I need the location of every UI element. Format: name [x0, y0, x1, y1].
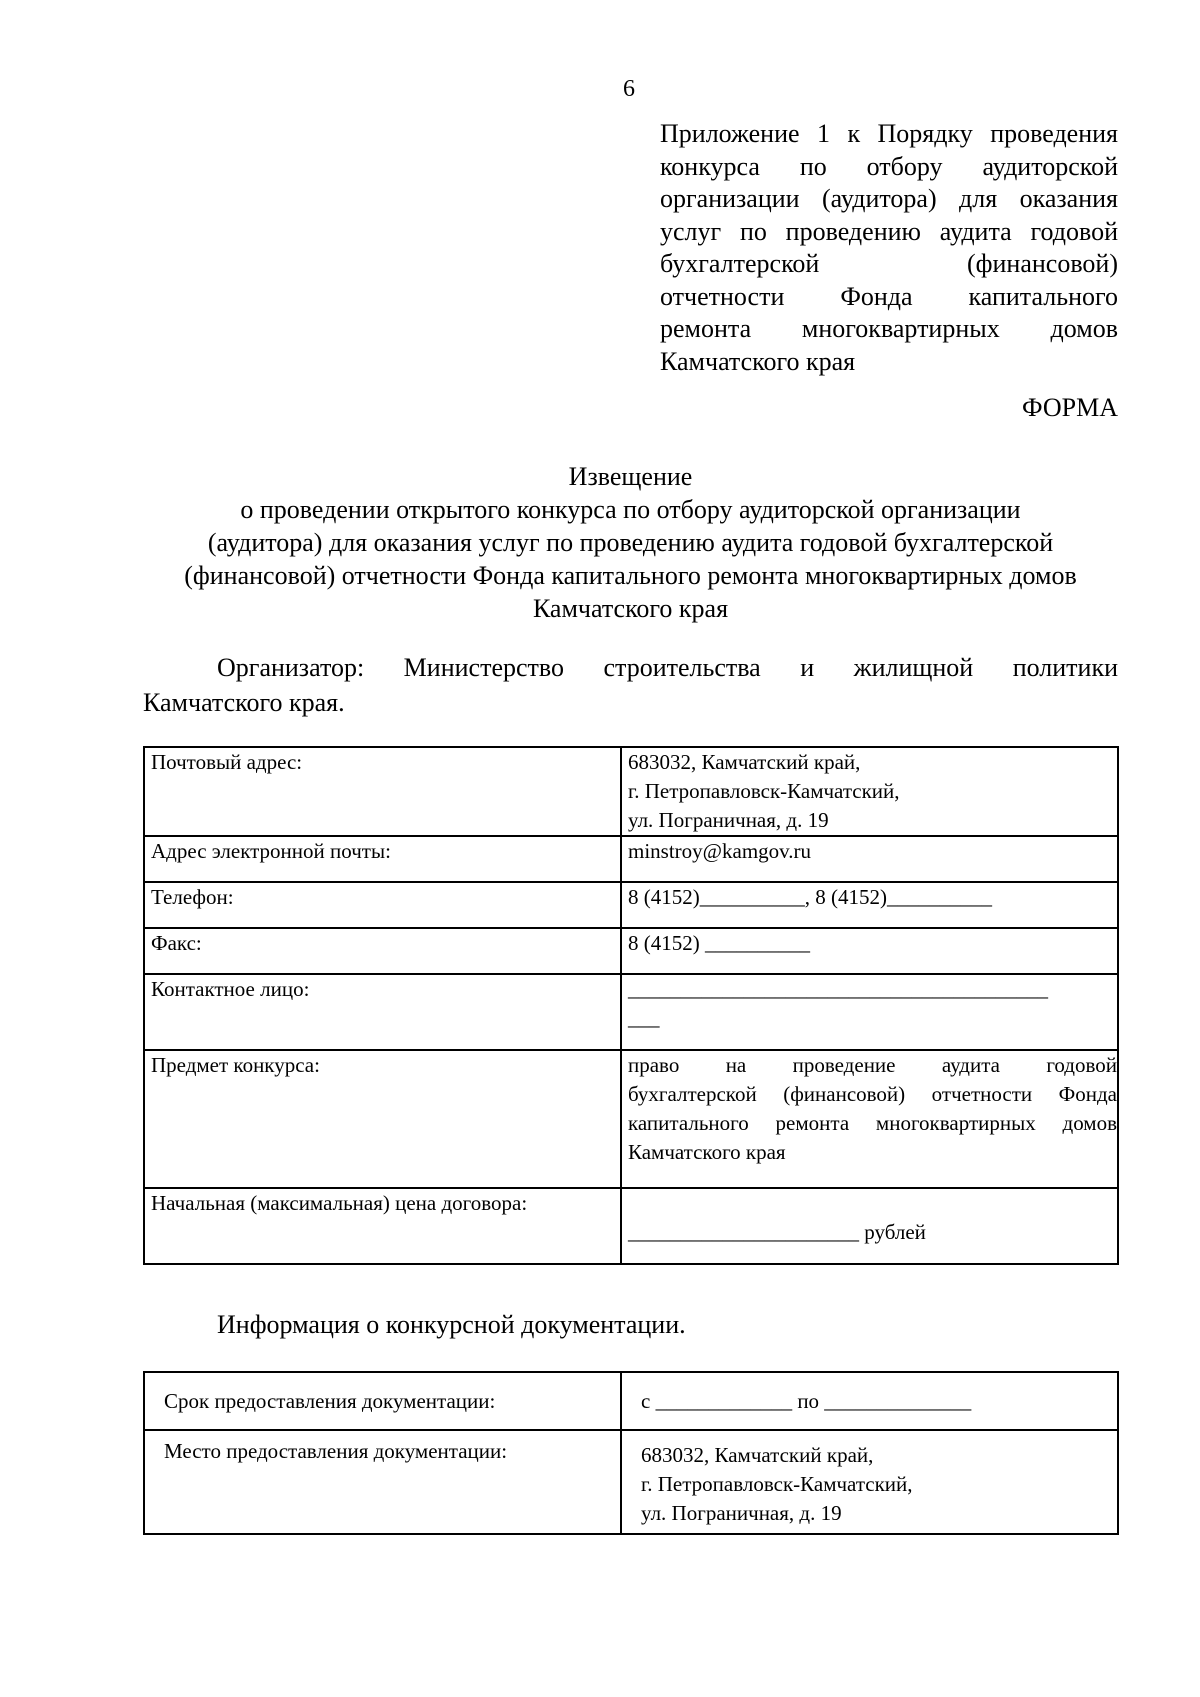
- table-row: [144, 1372, 1118, 1430]
- notice-line: Камчатского края: [532, 594, 729, 623]
- notice-line: о проведении открытого конкурса по отбору аудиторской организации: [240, 495, 1021, 524]
- appendix-reference: [660, 118, 1118, 378]
- table-row: [144, 882, 1118, 928]
- row-value: [621, 882, 1118, 928]
- table-row: [144, 1188, 1118, 1264]
- value-line: ___: [628, 1006, 660, 1030]
- row-label: Телефон:: [144, 882, 621, 928]
- appendix-line: организации (аудитора) для оказания: [660, 184, 1118, 213]
- organizer-line: Камчатского края.: [143, 688, 345, 717]
- form-label: ФОРМА: [1022, 393, 1118, 422]
- value-line: ул. Пограничная, д. 19: [628, 808, 829, 832]
- row-value: [621, 1188, 1118, 1264]
- value-line: бухгалтерской (финансовой) отчетности Фонда: [628, 1082, 1117, 1106]
- value-line: minstroy@kamgov.ru: [628, 839, 812, 863]
- value-line: 683032, Камчатский край,: [641, 1443, 874, 1467]
- row-value: [621, 1050, 1118, 1188]
- value-line: ________________________________________: [628, 977, 1048, 1001]
- value-line: 8 (4152)__________, 8 (4152)__________: [628, 885, 992, 909]
- page-number: 6: [623, 76, 635, 102]
- row-label: Срок предоставления документации:: [144, 1372, 621, 1430]
- row-label: Почтовый адрес:: [144, 747, 621, 836]
- value-line: 683032, Камчатский край,: [628, 750, 861, 774]
- value-line: ул. Пограничная, д. 19: [641, 1501, 842, 1525]
- row-label: Факс:: [144, 928, 621, 974]
- table-row: [144, 747, 1118, 836]
- appendix-line: отчетности Фонда капитального: [660, 281, 1118, 311]
- row-label: Место предоставления документации:: [144, 1430, 621, 1534]
- documentation-table: [143, 1371, 1119, 1535]
- row-value: [621, 747, 1118, 836]
- appendix-line: услуг по проведению аудита годовой: [660, 216, 1118, 246]
- info-table: [143, 746, 1119, 1265]
- row-value: [621, 1430, 1118, 1534]
- row-label: Контактное лицо:: [144, 974, 621, 1050]
- value-line: Камчатского края: [628, 1140, 786, 1164]
- value-line: [628, 1189, 1117, 1218]
- table-row: [144, 1050, 1118, 1188]
- table-row: [144, 928, 1118, 974]
- notice-line: (аудитора) для оказания услуг по проведению аудита годовой бухгалтерской: [207, 528, 1054, 557]
- value-line: г. Петропавловск-Камчатский,: [641, 1472, 913, 1496]
- value-line: ______________________ рублей: [628, 1220, 926, 1244]
- value-line: г. Петропавловск-Камчатский,: [628, 779, 900, 803]
- row-value: [621, 928, 1118, 974]
- documentation-info-heading: Информация о конкурсной документации.: [217, 1310, 686, 1339]
- row-label: Предмет конкурса:: [144, 1050, 621, 1188]
- row-value: [621, 836, 1118, 882]
- notice-line: (финансовой) отчетности Фонда капитального ремонта многоквартирных домов: [184, 561, 1077, 590]
- appendix-line: Камчатского края: [660, 346, 856, 376]
- row-value: [621, 1372, 1118, 1430]
- row-label: Адрес электронной почты:: [144, 836, 621, 882]
- row-value: [621, 974, 1118, 1050]
- appendix-line: ремонта многоквартирных домов: [660, 314, 1118, 343]
- table-row: [144, 974, 1118, 1050]
- value-line: 8 (4152) __________: [628, 931, 810, 955]
- notice-heading: Извещение: [568, 462, 693, 491]
- organizer-line: Организатор: Министерство строительства и жилищной политики: [217, 653, 1118, 682]
- table-row: [144, 1430, 1118, 1534]
- appendix-line: Приложение 1 к Порядку проведения: [660, 119, 1118, 148]
- row-label: Начальная (максимальная) цена договора:: [144, 1188, 621, 1264]
- value-line: право на проведение аудита годовой: [628, 1053, 1117, 1077]
- value-line: капитального ремонта многоквартирных домов: [628, 1111, 1117, 1135]
- table-row: [144, 836, 1118, 882]
- value-line: с _____________ по ______________: [641, 1388, 972, 1413]
- organizer-paragraph: [143, 650, 1118, 720]
- notice-title: [143, 460, 1118, 625]
- appendix-line: бухгалтерской (финансовой): [660, 249, 1118, 278]
- appendix-line: конкурса по отбору аудиторской: [660, 151, 1118, 181]
